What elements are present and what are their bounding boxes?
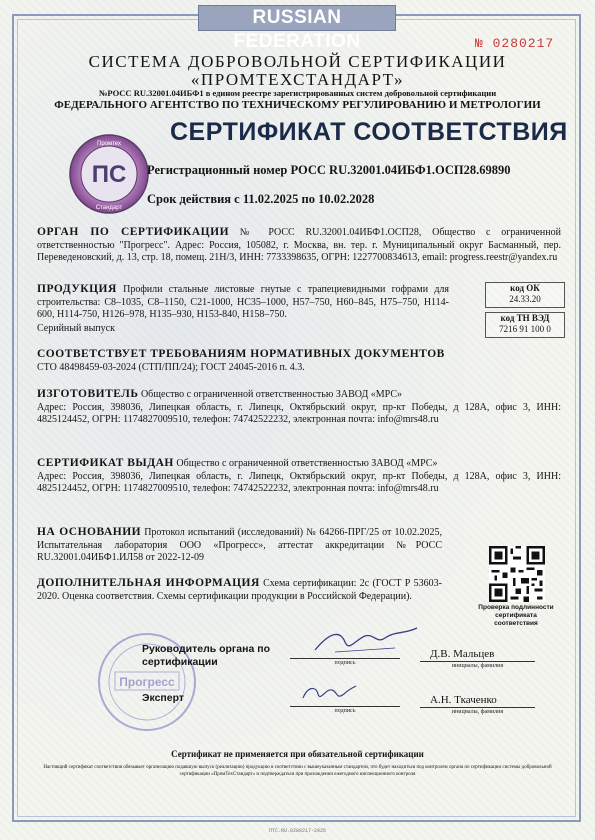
system-title: СИСТЕМА ДОБРОВОЛЬНОЙ СЕРТИФИКАЦИИ — [88, 52, 507, 71]
basis-heading: НА ОСНОВАНИИ — [37, 526, 142, 538]
system-logo-icon — [68, 133, 150, 215]
manufacturer-heading: ИЗГОТОВИТЕЛЬ — [37, 388, 139, 400]
registry-line: №РОСС RU.32001.04ИБФ1 в едином реестре зарегистрированных систем добровольной сертификации — [98, 88, 497, 98]
expert-label: Эксперт — [142, 692, 185, 704]
head-sign-caption: подпись — [334, 660, 356, 666]
qr-caption: Проверка подлинности сертификата соответствия — [478, 604, 554, 627]
manufacturer-name: Общество с ограниченной ответственностью ЗАВОД «МРС» — [140, 389, 403, 400]
ok-code-value: 24.33.20 — [509, 294, 541, 304]
serial-number: № 0280217 — [475, 36, 555, 51]
ok-code-box — [485, 282, 565, 308]
basis-section — [37, 526, 442, 565]
expert-sign-line — [290, 706, 400, 707]
product-heading: ПРОДУКЦИЯ — [37, 283, 117, 295]
organ-section — [37, 226, 561, 265]
head-sign-line — [290, 658, 400, 659]
registration-number: Регистрационный номер РОСС RU.32001.04ИБФ1.ОСП28.69890 — [147, 163, 511, 177]
agency-line: ФЕДЕРАЛЬНОГО АГЕНТСТВО ПО ТЕХНИЧЕСКОМУ РЕГУЛИРОВАНИЮ И МЕТРОЛОГИИ — [54, 99, 541, 111]
organ-text: № РОСС RU.32001.04ИБФ1.ОСП28, Общество с ограниченной ответственностью "Прогресс". Адрес: Россия, 105082, г. Москва, вн. тер. г. Муниципальный округ Басманный, пер. Переведеновский, д. 13, стр. 18, помещ. 21Н/3, ИНН: 7733398635, ОГРН: 1227700834613, email: progress.reestr@yandex.ru — [37, 227, 561, 263]
head-signature-icon — [305, 622, 425, 662]
complies-section — [37, 348, 561, 374]
country-banner: RUSSIAN FEDERATION — [198, 5, 396, 31]
validity-period: Срок действия с 11.02.2025 по 10.02.2028 — [147, 192, 375, 206]
svg-text:ПС: ПС — [91, 161, 127, 188]
footer-small-print: Настоящий сертификат соответствия обязывает организацию подавшую выпуск (реализацию) продукцию в соответствии с вышеуказанным стандартом, что будет находиться под контролем органа по сертификации системы добровольной сертификации «ПромТехСтандарт» и подтверждаться при прохождении ежегодного инспекционного контроля — [43, 765, 552, 777]
bottom-code: ПТС.RU.0280217-2025 — [268, 828, 326, 834]
head-label: Руководитель органа по сертификации — [142, 643, 271, 668]
logo-top-text: Промтех — [97, 141, 121, 147]
system-name: «ПРОМТЕХСТАНДАРТ» — [190, 70, 405, 89]
expert-signature-icon — [298, 680, 358, 706]
ok-code-label: код ОК — [510, 283, 540, 293]
expert-name-line — [420, 707, 535, 708]
organ-heading: ОРГАН ПО СЕРТИФИКАЦИИ — [37, 226, 230, 238]
manufacturer-section — [37, 388, 561, 427]
issued-text: Адрес: Россия, 398036, Липецкая область, г. Липецк, Октябрьский округ, пр-кт Победы, д 128А, офис 3, ИНН: 4825124452, ОГРН: 1174827009510, телефон: 74742522232, электронная почта: info@mrs48.ru — [37, 470, 561, 494]
logo-bottom-text: Стандарт — [95, 205, 123, 211]
manufacturer-text: Адрес: Россия, 398036, Липецкая область, г. Липецк, Октябрьский округ, пр-кт Победы, д 128А, офис 3, ИНН: 4825124452, ОГРН: 1174827009510, телефон: 74742522232, электронная почта: info@mrs48.ru — [37, 401, 561, 425]
footer-note: Сертификат не применяется при обязательной сертификации — [171, 749, 424, 759]
product-text: Профили стальные листовые гнутые с трапециевидными гофрами для строительства: С8–1035, С8–1150, С21-1000, НС35–1000, Н57–750, Н60–845, Н75–750, Н114-600, Н114-750, Н126–978, Н135–930, Н153-840, Н158–750. — [37, 284, 450, 320]
tnved-code-value: 7216 91 100 0 — [499, 324, 551, 334]
tnved-code-box — [485, 312, 565, 338]
complies-text: СТО 48498459-03-2024 (СТП/ПП/24); ГОСТ 24045-2016 п. 4.3. — [37, 361, 305, 373]
issued-section — [37, 457, 561, 496]
head-name: Д.В. Мальцев — [430, 648, 495, 660]
stamp-text: Прогресс — [119, 675, 175, 689]
complies-heading: СООТВЕТСТВУЕТ ТРЕБОВАНИЯМ НОРМАТИВНЫХ ДОКУМЕНТОВ — [37, 348, 445, 360]
head-name-line — [420, 661, 535, 662]
issued-heading: СЕРТИФИКАТ ВЫДАН — [37, 457, 174, 469]
issued-name: Общество с ограниченной ответственностью ЗАВОД «МРС» — [176, 458, 438, 469]
expert-sign-caption: подпись — [334, 708, 356, 714]
additional-heading: ДОПОЛНИТЕЛЬНАЯ ИНФОРМАЦИЯ — [37, 577, 260, 589]
head-name-caption: инициалы, фамилия — [451, 663, 504, 669]
qr-code-icon[interactable] — [489, 546, 545, 602]
certificate-title: СЕРТИФИКАТ СООТВЕТСТВИЯ — [170, 118, 568, 146]
expert-name-caption: инициалы, фамилия — [451, 709, 504, 715]
additional-section — [37, 577, 442, 603]
expert-name: А.Н. Ткаченко — [430, 694, 497, 706]
serial-release: Серийный выпуск — [37, 322, 115, 334]
tnved-code-label: код ТН ВЭД — [500, 313, 550, 323]
additional-text: Схема сертификации: 2с (ГОСТ Р 53603-2020. Оценка соответствия. Схемы сертификации продукции в Российской Федерации). — [37, 578, 442, 602]
basis-text: Протокол испытаний (исследований) № 64266-ПРГ/25 от 10.02.2025, Испытательная лаборатория ООО «Прогресс», аттестат аккредитации №РОСС RU.32001.04ИБФ1.ИЛ58 от 2022-12-09 — [37, 527, 442, 563]
product-section — [37, 283, 449, 335]
